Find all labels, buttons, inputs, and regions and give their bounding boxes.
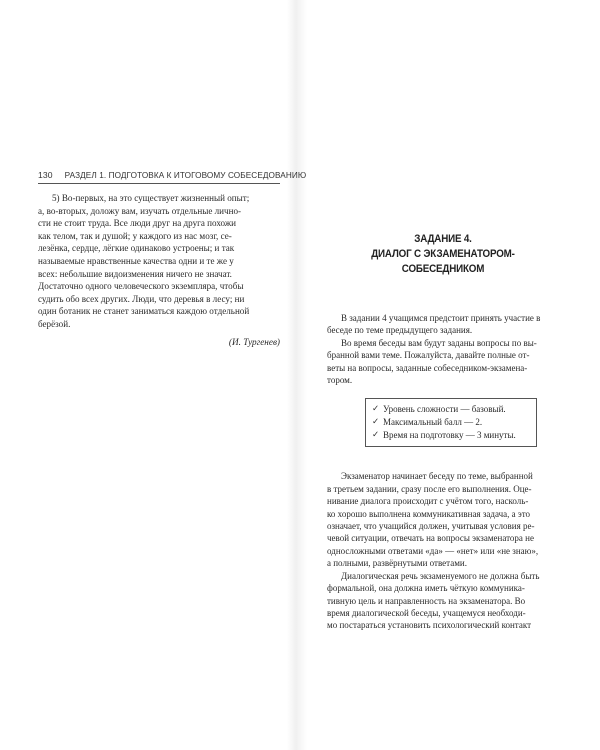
text-line: в третьем задании, сразу после его выполнения. Оце- — [327, 483, 532, 494]
info-item — [372, 403, 530, 416]
text-line: ко хорошо выполнена коммуникативная задача, а это — [327, 508, 531, 519]
text-line: сти не стоит труда. Все люди друг на друга похожи — [38, 218, 237, 229]
check-icon: ✓ — [372, 430, 380, 441]
text-line: односложными ответами «да» — «нет» или «не знаю», — [327, 545, 539, 556]
info-item-text: Максимальный балл — 2. — [383, 417, 483, 428]
text-line: веты на вопросы, заданные собеседником-экзамена- — [327, 362, 528, 373]
text-line: а полными, развёрнутыми ответами. — [327, 558, 467, 569]
text-line: означает, что учащийся должен, учитывая условия ре- — [327, 521, 535, 532]
text-line: как телом, так и душой; у каждого из нас мозг, се- — [38, 230, 232, 241]
text-line: Достаточно одного человеческого экземпляра, чтобы — [38, 281, 244, 292]
text-line: берёзой. — [38, 318, 71, 329]
paragraph-dialogue — [327, 570, 559, 632]
text-line: мо постараться установить психологический контакт — [327, 620, 532, 631]
text-line: Экзаменатор начинает беседу по теме, выбранной — [341, 471, 533, 482]
info-item-text: Уровень сложности — базовый. — [383, 404, 506, 415]
text-line: всех: небольшие видоизменения ничего не значат. — [38, 268, 232, 279]
text-line: нивание диалога происходит с учётом того, насколь- — [327, 496, 529, 507]
text-line: один ботаник не станет заниматься каждою отдельной — [38, 306, 250, 317]
quote-signature: (И. Тургенев) — [228, 336, 280, 347]
text-line: тором. — [327, 375, 353, 386]
check-icon: ✓ — [372, 417, 380, 428]
text-line: судить обо всех других. Люди, что деревья в лесу; ни — [38, 293, 245, 304]
paragraph-intro — [327, 312, 559, 337]
left-page — [38, 170, 307, 348]
paragraph-instructions — [327, 337, 559, 387]
right-page — [327, 232, 559, 632]
task-info-box — [365, 398, 537, 447]
task-title-name: ДИАЛОГ С ЭКЗАМЕНАТОРОМ-СОБЕСЕДНИКОМ — [371, 248, 515, 275]
text-line: чевой ситуации, отвечать на вопросы экзаменатора не — [327, 533, 534, 544]
text-line: а, во-вторых, доложу вам, изучать отдельные лично- — [38, 205, 242, 216]
text-line: лезёнка, сердце, лёгкие одинаково устроены; и так — [38, 243, 235, 254]
text-line: бранной вами теме. Пожалуйста, давайте полные от- — [327, 350, 530, 361]
left-text — [38, 192, 280, 348]
text-line: формальной, она должна иметь чёткую коммуника- — [327, 583, 525, 594]
info-item — [372, 429, 530, 442]
text-line: беседе по теме предыдущего задания. — [327, 325, 473, 336]
text-line: Во время беседы вам будут заданы вопросы по вы- — [341, 337, 537, 348]
task-title — [343, 232, 543, 277]
text-line: тивную цель и направленность на экзаменатора. Во — [327, 595, 526, 606]
paragraph-assessment — [327, 470, 559, 569]
book-gutter — [287, 0, 307, 750]
text-line: называемые нравственные качества одни и те же у — [38, 255, 234, 266]
info-item-text: Время на подготовку — 3 минуты. — [383, 430, 516, 441]
task-title-number: ЗАДАНИЕ 4. — [414, 233, 472, 245]
text-line: Диалогическая речь экзаменуемого не должна быть — [341, 570, 540, 581]
page-number: 130 — [38, 170, 53, 180]
check-icon: ✓ — [372, 404, 380, 415]
running-head — [38, 170, 307, 184]
text-line: время диалогической беседы, учащемуся необходи- — [327, 607, 526, 618]
text-line: 5) Во-первых, на это существует жизненный опыт; — [52, 193, 250, 203]
info-item — [372, 416, 530, 429]
running-head-title: РАЗДЕЛ 1. ПОДГОТОВКА К ИТОГОВОМУ СОБЕСЕДОВАНИЮ — [64, 171, 307, 180]
text-line: В задании 4 учащимся предстоит принять участие в — [341, 313, 541, 323]
